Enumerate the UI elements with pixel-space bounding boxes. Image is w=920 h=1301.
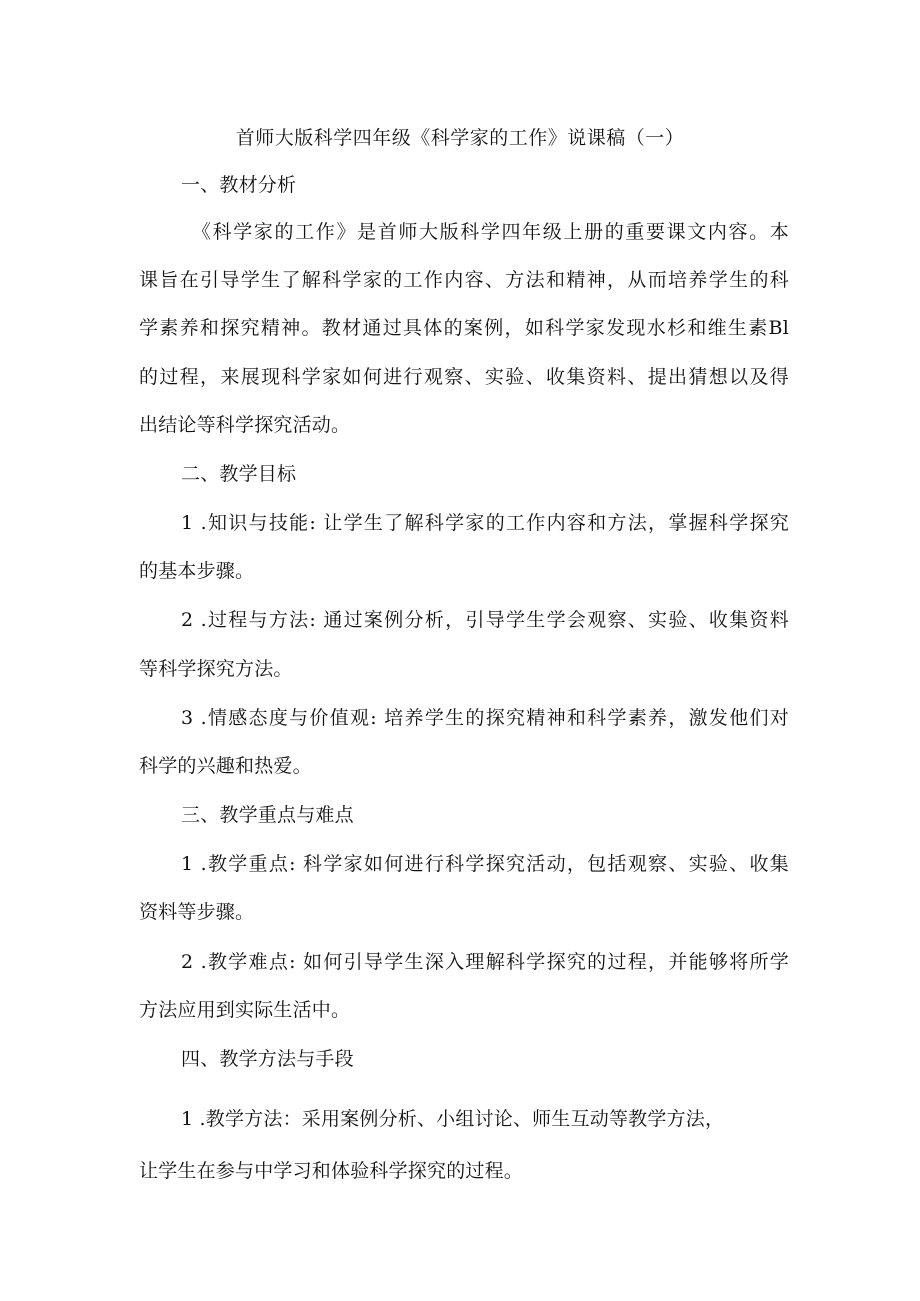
section-heading-objectives: 二、教学目标 [181, 463, 297, 485]
list-item-line: 让学生在参与中学习和体验科学探究的过程。 [139, 1160, 524, 1182]
list-item-line: 1 .教学方法：采用案例分析、小组讨论、师生互动等教学方法， [181, 1108, 725, 1130]
list-item-line: 1 .知识与技能: 让学生了解科学家的工作内容和方法，掌握科学探究 [181, 512, 789, 534]
list-item-line: 等科学探究方法。 [139, 658, 293, 680]
paragraph-line: 出结论等科学探究活动。 [139, 414, 351, 436]
list-item-line: 科学的兴趣和热爱。 [139, 755, 312, 777]
section-heading-materials: 一、教材分析 [181, 174, 297, 196]
list-item-line: 1 .教学重点: 科学家如何进行科学探究活动，包括观察、实验、收集 [181, 853, 789, 875]
list-item-line: 2 .过程与方法: 通过案例分析，引导学生学会观察、实验、收集资料 [181, 609, 789, 631]
document-title: 首师大版科学四年级《科学家的工作》说课稿（一） [235, 127, 685, 149]
section-heading-methods: 四、教学方法与手段 [181, 1048, 354, 1070]
section-heading-key-points: 三、教学重点与难点 [181, 804, 354, 826]
paragraph-line: 的过程，来展现科学家如何进行观察、实验、收集资料、提出猜想以及得 [139, 366, 789, 388]
paragraph-line: 学素养和探究精神。教材通过具体的案例，如科学家发现水杉和维生素Bl [139, 317, 789, 339]
list-item-line: 方法应用到实际生活中。 [139, 999, 351, 1021]
list-item-line: 2 .教学难点: 如何引导学生深入理解科学探究的过程，并能够将所学 [181, 951, 789, 973]
list-item-line: 的基本步骤。 [139, 560, 255, 582]
paragraph-line: 课旨在引导学生了解科学家的工作内容、方法和精神，从而培养学生的科 [139, 269, 789, 291]
paragraph-line: 《科学家的工作》是首师大版科学四年级上册的重要课文内容。本 [192, 221, 789, 243]
list-item-line: 资料等步骤。 [139, 901, 255, 923]
list-item-line: 3 .情感态度与价值观: 培养学生的探究精神和科学素养，激发他们对 [181, 707, 789, 729]
